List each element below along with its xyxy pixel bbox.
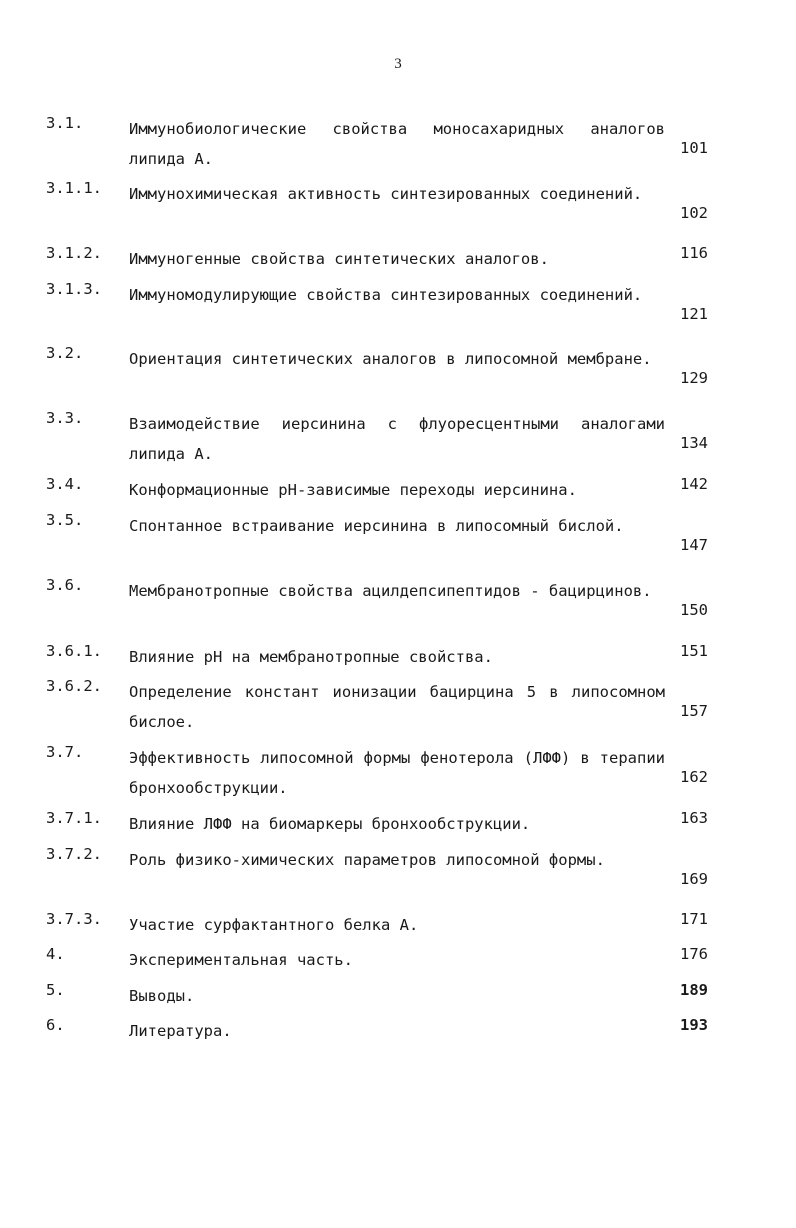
entry-number: 3.3. [46, 409, 84, 427]
page-number: 3 [394, 56, 402, 72]
entry-title: Эффективность липосомной формы фенотерола (ЛФФ) в терапии бронхообструкции. [129, 749, 665, 797]
entry-title: Иммуногенные свойства синтетических аналогов. [129, 250, 549, 268]
entry-title: Участие сурфактантного белка А. [129, 916, 419, 934]
entry-number: 3.7.2. [46, 845, 102, 863]
entry-title: Иммуномодулирующие свойства синтезированных соединений. [129, 286, 643, 304]
entry-title: Конформационные рН-зависимые переходы иерсинина. [129, 481, 577, 499]
entry-page: 142 [680, 475, 708, 493]
entry-number: 3.1.2. [46, 244, 102, 262]
entry-number: 3.6.1. [46, 642, 102, 660]
entry-title: Экспериментальная часть. [129, 951, 353, 969]
entry-title: Ориентация синтетических аналогов в липосомной мембране. [129, 350, 652, 368]
entry-title: Литература. [129, 1022, 232, 1040]
entry-number: 3.2. [46, 344, 84, 362]
entry-number: 3.7. [46, 743, 84, 761]
entry-number: 6. [46, 1016, 65, 1034]
entry-title: Определение констант ионизации бацирцина 5 в липосомном бислое. [129, 683, 665, 731]
entry-number: 3.1.1. [46, 179, 102, 197]
entry-number: 3.1.3. [46, 280, 102, 298]
entry-title: Спонтанное встраивание иерсинина в липосомный бислой. [129, 517, 624, 535]
entry-title: Выводы. [129, 987, 195, 1005]
entry-page: 193 [680, 1016, 708, 1034]
entry-page: 134 [680, 434, 708, 452]
entry-page: 169 [680, 870, 708, 888]
entry-page: 102 [680, 204, 708, 222]
entry-page: 151 [680, 642, 708, 660]
entry-page: 129 [680, 369, 708, 387]
entry-number: 3.7.1. [46, 809, 102, 827]
entry-number: 3.1. [46, 114, 84, 132]
entry-page: 163 [680, 809, 708, 827]
entry-title: Иммунохимическая активность синтезированных соединений. [129, 185, 643, 203]
entry-number: 3.6. [46, 576, 84, 594]
entry-title: Влияние рН на мембранотропные свойства. [129, 648, 493, 666]
entry-number: 3.6.2. [46, 677, 102, 695]
entry-title: Иммунобиологические свойства моносахаридных аналогов липида А. [129, 120, 665, 168]
entry-number: 3.7.3. [46, 910, 102, 928]
entry-page: 101 [680, 139, 708, 157]
entry-number: 3.5. [46, 511, 84, 529]
entry-number: 4. [46, 945, 65, 963]
entry-page: 157 [680, 702, 708, 720]
entry-page: 121 [680, 305, 708, 323]
entry-page: 189 [680, 981, 708, 999]
entry-number: 5. [46, 981, 65, 999]
entry-number: 3.4. [46, 475, 84, 493]
entry-page: 116 [680, 244, 708, 262]
entry-page: 147 [680, 536, 708, 554]
entry-page: 162 [680, 768, 708, 786]
entry-title: Мембранотропные свойства ацилдепсипептидов - бацирцинов. [129, 582, 652, 600]
entry-page: 176 [680, 945, 708, 963]
entry-page: 150 [680, 601, 708, 619]
entry-title: Взаимодействие иерсинина с флуоресцентными аналогами липида А. [129, 415, 665, 463]
entry-title: Влияние ЛФФ на биомаркеры бронхообструкции. [129, 815, 531, 833]
entry-title: Роль физико-химических параметров липосомной формы. [129, 851, 605, 869]
entry-page: 171 [680, 910, 708, 928]
